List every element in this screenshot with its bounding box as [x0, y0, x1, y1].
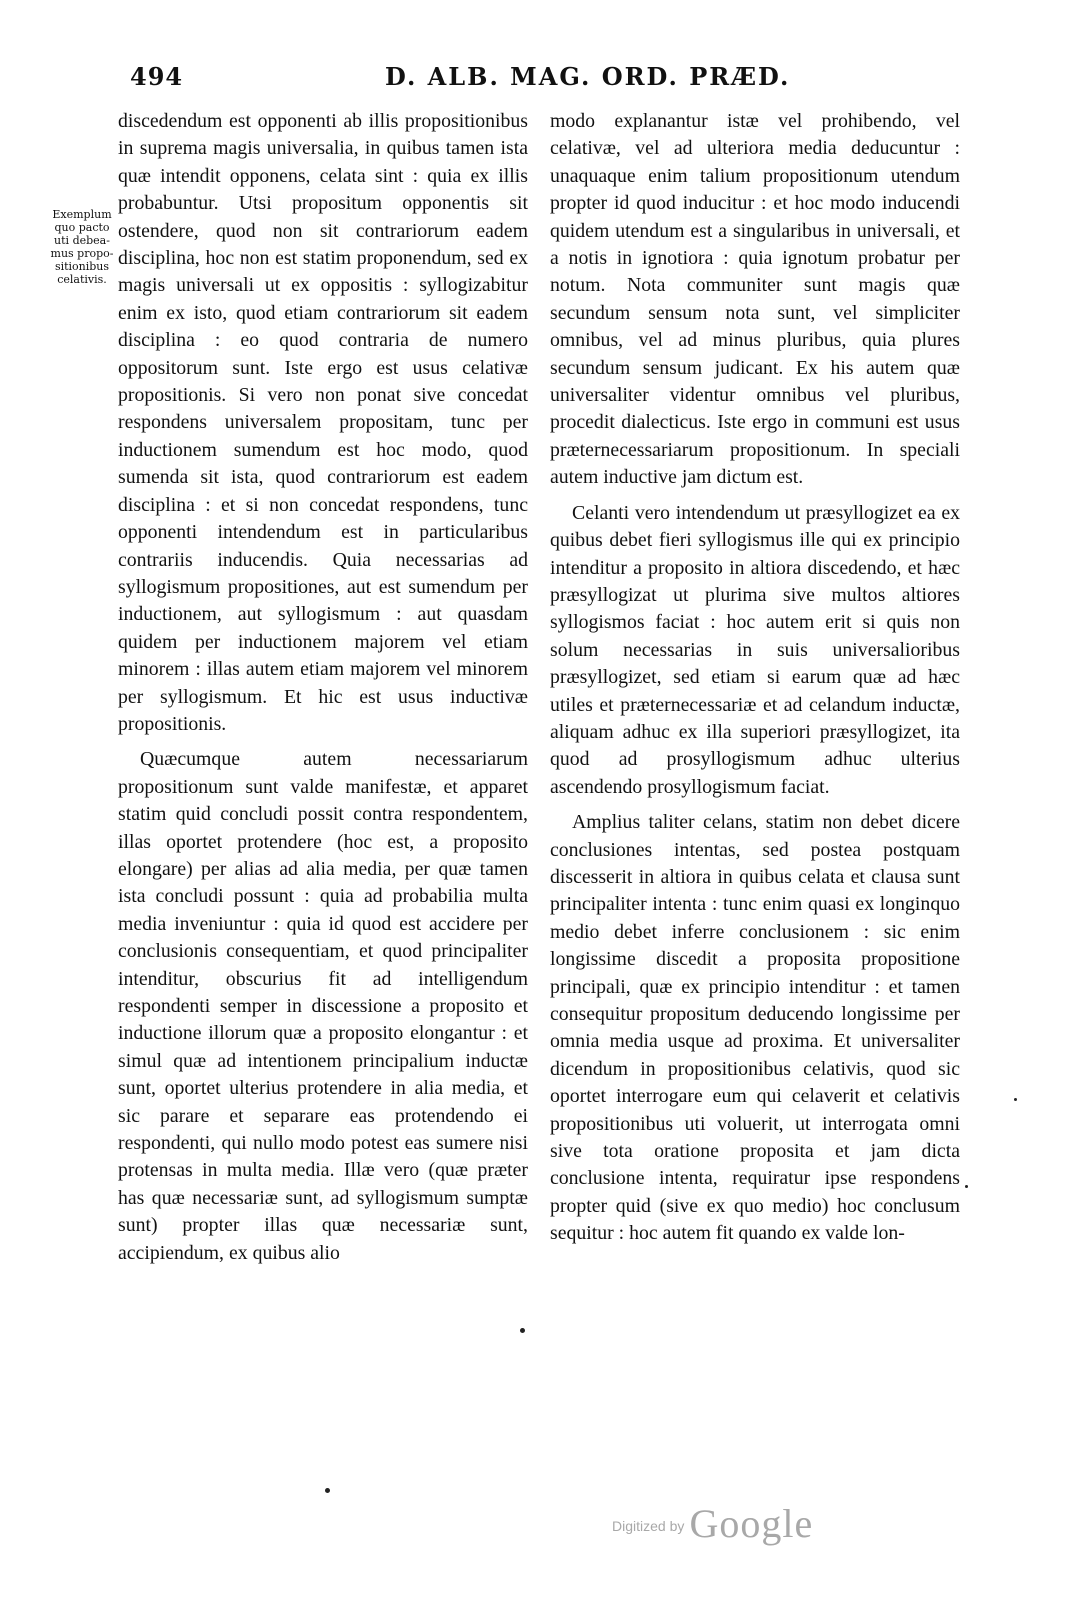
paragraph: modo explanantur istæ vel prohibendo, vel celativæ, vel ad ulteriora media deducuntur : unaquaque enim talium propositionum utendum propter id quod inducitur : et hoc modo inducendi quidem utendum est a singularibus in universali, et a notis in ignotiora : quia ignotum probatur per notum. Nota communiter sunt magis quæ secundum sensum nota sunt, vel simpliciter omnibus, vel ad minus pluribus, quia plures secundum sensum judicant. Ex his autem quæ universaliter videntur omnibus vel pluribus, procedit dialecticus. Iste ergo in communi est usus præternecessariarum propositionum. In speciali autem inductive jam dictum est.	[550, 110, 960, 489]
ink-speck	[965, 1185, 968, 1188]
google-logo: Google	[689, 1501, 814, 1546]
right-column	[550, 108, 960, 1256]
paragraph: discedendum est opponenti ab illis propositionibus in suprema magis universalia, in quibus tamen ista quæ intendit opponens, celata sint : quia ex illis probabuntur. Utsi propositum opponentis sit ostendere, quod non sit contrariorum eadem disciplina, hoc non est statim proponendum, sed ex magis universali ut ex oppositis : syllogizabitur enim ex isto, quod etiam contrariorum sit eadem disciplina : eo quod contraria de numero oppositorum sunt. Iste ergo est usus celativæ propositionis. Si vero non ponat sive concedat respondens universalem propositam, tunc per inductionem sumendum est hoc modo, quod sumenda sit ista, quod contrariorum est eadem disciplina : et si non concedat respondens, tunc opponenti intendendum est in particularibus contrariis inducendis. Quia necessarias ad syllogismum propositiones, aut est sumendum per inductionem, aut syllogismum : aut quasdam quidem per inductionem majorem vel etiam minorem : illas autem etiam majorem vel minorem per syllogismum. Et hic est usus inductivæ propositionis.	[118, 110, 528, 735]
paragraph: Amplius taliter celans, statim non debet dicere conclusiones intentas, sed postea postquam discesserit in altiora in quibus celata et clausa sunt principaliter intenta : tunc enim quasi ex longinquo medio debet inferre conclusionem : sic enim longissime discedit a proposita propositione principali, quæ ex principio intenditur : et tamen consequitur propositum deducendo longissime per omnia media usque ad proxima. Et universaliter dicendum in propositionibus celativis, quod sic oportet interrogare eum qui celaverit et celativis propositionibus uti voluerit, ut interrogata omni sive tota oratione proposita et jam dicta conclusione intenta, requiratur ipse respondens propter quid (sive ex quo medio) hoc conclusum sequitur : hoc autem fit quando ex valde lon-	[550, 811, 960, 1245]
margin-note-line: quo pacto	[54, 221, 110, 234]
paragraph: Quæcumque autem necessariarum propositionum sunt valde manifestæ, et apparet statim quid concludi possit contra respondentem, illas oportet protendere (hoc est, a proposito elongare) per alias ad alia media, per quæ tamen ista concludi possunt : quia ad probabilia multa media inveniuntur : quia id quod est accidere per conclusionis consequentiam, et quod principaliter intenditur, obscurius fit ad intelligendum respondenti semper in discessione a proposito et inductione illorum quæ a proposito elongantur : et simul quæ ad intentionem principalium inductæ sunt, oportet ulterius protendere in alia media, et sic parare et separare eas protendendo ei respondenti, qui nullo modo potest eas sumere nisi protensas in multa media. Illæ vero (quæ præter has quæ necessariæ sunt, ad syllogismum sumptæ sunt) propter illas quæ necessariæ sunt, accipiendum, ex quibus alio	[118, 748, 528, 1264]
ink-speck	[1014, 1098, 1017, 1101]
margin-note-line: celativis.	[57, 273, 107, 286]
margin-note-line: Exemplum	[52, 208, 112, 221]
running-head: D. ALB. MAG. ORD. PRÆD.	[385, 62, 791, 91]
margin-note-line: uti debea-	[54, 234, 110, 247]
left-column	[118, 108, 528, 1275]
watermark-digitized-label: Digitized by	[612, 1518, 685, 1534]
page-header	[0, 62, 1077, 102]
ink-speck	[325, 1488, 330, 1493]
margin-note	[42, 208, 122, 286]
paragraph: Celanti vero intendendum ut præsyllogizet ea ex quibus debet fieri syllogismus ille qui ex principio intenditur a proposito in altiora discedendo, et hæc præsyllogizat ut plurima sive multos altiores syllogismos faciat : hoc autem erit si quis non solum necessarias in suis universalioribus præsyllogizet, sed etiam si earum quæ ad hæc utiles et præternecessariæ et ad celandum inductæ, aliquam adhuc ex illa superiori præsyllogizet, ita quod ad prosyllogismum adhuc ulterius ascendendo prosyllogismum faciat.	[550, 501, 960, 798]
page-number: 494	[130, 62, 184, 91]
google-watermark	[612, 1500, 852, 1550]
margin-note-line: sitionibus	[54, 260, 110, 273]
ink-speck	[520, 1328, 525, 1333]
margin-note-line: mus propo-	[50, 247, 114, 260]
